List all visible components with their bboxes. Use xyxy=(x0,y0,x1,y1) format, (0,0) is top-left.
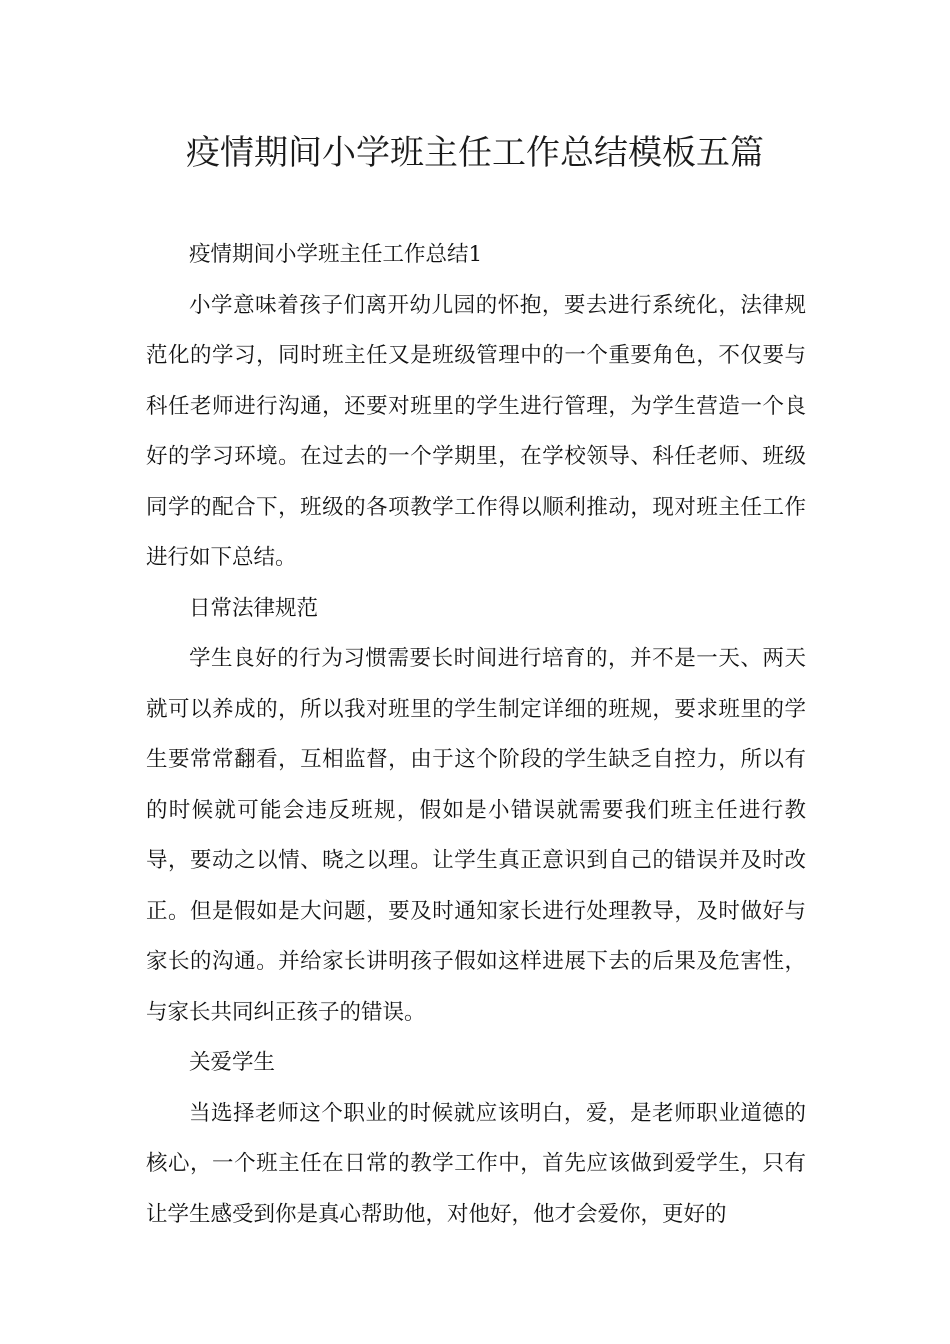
document-body xyxy=(146,230,806,1240)
section-heading-daily-norms: 日常法律规范 xyxy=(189,595,319,621)
paragraph-intro: 小学意味着孩子们离开幼儿园的怀抱，要去进行系统化，法律规范化的学习，同时班主任又是班级管理中的一个重要角色，不仅要与科任老师进行沟通，还要对班里的学生进行管理，为学生营造一个良好的学习环境。在过去的一个学期里，在学校领导、科任老师、班级同学的配合下，班级的各项教学工作得以顺利推动，现对班主任工作进行如下总结。 xyxy=(146,292,806,570)
paragraph-daily-norms: 学生良好的行为习惯需要长时间进行培育的，并不是一天、两天就可以养成的，所以我对班里的学生制定详细的班规，要求班里的学生要常常翻看，互相监督，由于这个阶段的学生缺乏自控力，所以有的时候就可能会违反班规，假如是小错误就需要我们班主任进行教导，要动之以情、晓之以理。让学生真正意识到自己的错误并及时改正。但是假如是大问题，要及时通知家长进行处理教导，及时做好与家长的沟通。并给家长讲明孩子假如这样进展下去的后果及危害性，与家长共同纠正孩子的错误。 xyxy=(146,646,806,1025)
section-heading-summary-1: 疫情期间小学班主任工作总结1 xyxy=(189,242,483,267)
document-title: 疫情期间小学班主任工作总结模板五篇 xyxy=(186,133,764,173)
section-heading-care-students: 关爱学生 xyxy=(189,1050,276,1075)
paragraph-care-students: 当选择老师这个职业的时候就应该明白，爱，是老师职业道德的核心，一个班主任在日常的教学工作中，首先应该做到爱学生，只有让学生感受到你是真心帮助他，对他好，他才会爱你，更好的 xyxy=(146,1100,806,1227)
